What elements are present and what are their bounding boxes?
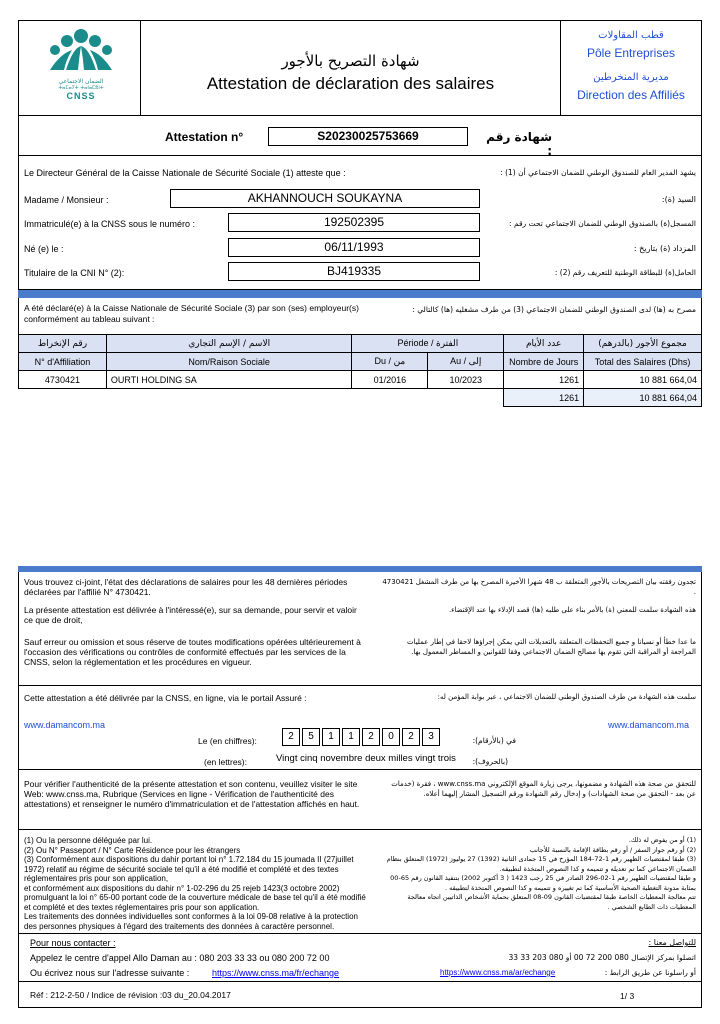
- th-name-fr: Nom/Raison Sociale: [106, 353, 352, 371]
- date-digit: 5: [302, 728, 320, 746]
- footer-page: 1/ 3: [620, 991, 635, 1001]
- identity-intro-ar: يشهد المدير العام للصندوق الوطني للضمان الاجتماعي أن (1) :: [500, 168, 696, 177]
- contact-link-fr[interactable]: https://www.cnss.ma/fr/echange: [212, 968, 340, 978]
- logo-text-ar: الضمان الاجتماعي: [58, 78, 104, 85]
- cell-au: 10/2023: [428, 371, 504, 389]
- identity-intro-fr: Le Directeur Général de la Caisse Nationale de Sécurité Sociale (1) atteste que :: [24, 168, 346, 178]
- cell-total: 10 881 664,04: [584, 371, 702, 389]
- attestation-label-ar: شهادة رقم :: [486, 130, 552, 158]
- birth-label-fr: Né (e) le :: [24, 244, 64, 254]
- birth-field: 06/11/1993: [228, 238, 480, 257]
- cell-affil: 4730421: [19, 371, 107, 389]
- verify-text-ar: للتحقق من صحة هذه الشهادة و مضمونها، يرجى زيارة الموقع الإلكتروني www.cnss.ma ، فقرة (خدمات عن بعد - التحقق من صحة الشهادات) و إدخال رقم الشهادة ورقم التسجيل المشار إليهما أعلاه.: [391, 780, 696, 798]
- total-days: 1261: [504, 389, 584, 407]
- note3-ar: ما عدا خطأ أو نسيانا و جميع التحفظات المتعلقة بالتعديلات التي يمكن إجراؤها لاحقا في إطار عمليات المراجعة أو المراقبة التي تقوم بها مصالح الضمان الاجتماعي وفقا للقوانين و المساطر المعمول بها.: [406, 638, 696, 656]
- contact-call-fr: Appelez le centre d'appel Allo Daman au : 080 203 33 33 ou 080 200 72 00: [30, 953, 330, 963]
- table-row: [19, 371, 702, 389]
- table-total-row: [19, 389, 702, 407]
- legal-fr-2: (2) Ou N° Passeport / N° Carte Résidence pour les étrangers: [24, 845, 241, 855]
- date-digit: 0: [382, 728, 400, 746]
- delivery-text-ar: سلمت هذه الشهادة من طرف الصندوق الوطني للضمان الاجتماعي ، عبر بوابة المؤمن له:: [437, 693, 696, 701]
- name-field: AKHANNOUCH SOUKAYNA: [170, 189, 480, 208]
- cell-name: OURTI HOLDING SA: [106, 371, 352, 389]
- cell-du: 01/2016: [352, 371, 428, 389]
- date-digit: 3: [422, 728, 440, 746]
- contact-write-fr: Ou écrivez nous sur l'adresse suivante :: [30, 968, 190, 978]
- date-digit: 2: [402, 728, 420, 746]
- legal-ar-5: تتم معالجة المعطيات الخاصة طبقا لمقتضيات القانون 09-08 المتعلق بحماية الأشخاص الذاتيين اتجاه معالجة المعطيات ذات الطابع الشخصي .: [407, 893, 696, 911]
- employer-table: [18, 334, 702, 407]
- note2-fr: La présente attestation est délivrée à l'intéressé(e), sur sa demande, pour servir et valoir ce que de droit,: [24, 605, 357, 625]
- legal-ar-1: (1) أو من يفوض له ذلك.: [628, 836, 696, 844]
- legal-ar-4: و طبقا لمقتضيات الظهير رقم 1-02-296 الصادر في 25 رجب 1423 ( 3 أكتوبر 2002) بتنفيذ القانون رقم 65-00 بمثابة مدونة التغطية الصحية الأساسية كما تم تغييره و تتميمه و كذا النصوص المتخذة لتطبيقه .: [390, 874, 696, 892]
- th-name-ar: الاسم / الإسم التجاري: [106, 335, 352, 353]
- legal-fr-1: (1) Ou la personne déléguée par lui.: [24, 836, 153, 845]
- legal-fr-3: (3) Conformément aux dispositions du dahir portant loi n° 1.72.184 du 15 joumada II (27juillet 1972) relatif au régime de sécurité sociale tel qu'il a été modifié et complété et des textes réglementaires pris pour son application,: [24, 855, 354, 883]
- th-days-fr: Nombre de Jours: [504, 353, 584, 371]
- site-link-right[interactable]: www.damancom.ma: [608, 720, 690, 730]
- name-label-fr: Madame / Monsieur :: [24, 195, 109, 205]
- note2-ar: هذه الشهادة سلمت للمعني (ة) بالأمر بناء على طلبه (ها) قصد الإدلاء بها عند الإقتضاء.: [448, 606, 696, 614]
- legal-fr-4: et conformément aux dispositions du dahir n° 1-02-296 du 25 rejeb 1423(3 octobre 2002) promulguant la loi n° 65-00 portant code de la couverture médicale de base tel qu'il a été modifié et complété et des textes réglementaires pris pour son application.: [24, 883, 366, 912]
- immat-label-ar: المسجل(ة) بالصندوق الوطني للضمان الاجتماعي تحت رقم :: [509, 219, 696, 228]
- legal-ar-3: (3) طبقا لمقتضيات الظهير رقم 1-72-184 المؤرخ في 15 جمادى الثانية (1392) 27 يوليوز (1972) المتعلق بنظام الضمان الاجتماعي كما تم تعديله و تتميمه و كذا النصوص المتخذة لتطبيقه.: [386, 855, 696, 873]
- table-header-row-fr: [19, 353, 702, 371]
- date-digit: 1: [342, 728, 360, 746]
- th-affil-fr: N° d'Affiliation: [19, 353, 107, 371]
- date-digit: 1: [322, 728, 340, 746]
- note3-fr: Sauf erreur ou omission et sous réserve de toutes modifications opérées ultérieurement à l'occasion des vérifications ou contrôles de conformité effectués par les services de la CNSS, selon la réglementation et les procédures en vigueur.: [24, 637, 361, 667]
- title-ar: شهادة التصريح بالأجور: [281, 52, 420, 70]
- note1-fr: Vous trouvez ci-joint, l'état des déclarations de salaires pour les 48 dernières périodes déclarées par l'affilié N° 4730421.: [24, 577, 348, 597]
- date-digit: 2: [282, 728, 300, 746]
- birth-label-ar: المزداد (ة) بتاريخ :: [633, 244, 696, 253]
- logo-text-tifinagh: ⵜⴰⵎⴰⵢⵜ ⵜⴰⵏⴰⵎⵓⵏⵜ: [58, 85, 104, 91]
- legal-ar: [380, 836, 696, 912]
- contact-title-fr: Pour nous contacter :: [30, 938, 116, 948]
- declared-text-ar: مصرح به (ها) لدى الصندوق الوطني للضمان الاجتماعي (3) من طرف مشغليه (ها) كالتالي :: [412, 305, 696, 314]
- th-total-ar: مجموع الأجور (بالدرهم): [584, 335, 702, 353]
- date-letters: Vingt cinq novembre deux milles vingt trois: [276, 753, 456, 764]
- pole-fr: Pôle Entreprises: [586, 46, 676, 60]
- contact-write-ar: أو راسلونا عن طريق الرابط :: [604, 968, 696, 977]
- th-period: Période / الفترة: [352, 335, 504, 353]
- title-fr: Attestation de déclaration des salaires: [206, 74, 495, 93]
- footer-ref: Réf : 212-2-50 / Indice de révision :03 du_20.04.2017: [30, 990, 231, 1000]
- table-header-row-ar: [19, 335, 702, 353]
- date-label-fr: Le (en chiffres):: [198, 736, 257, 746]
- letters-label-ar: (بالحروف):: [472, 757, 508, 766]
- legal-fr: [24, 836, 366, 931]
- th-total-fr: Total des Salaires (Dhs): [584, 353, 702, 371]
- date-label-ar: في (بالأرقام):: [472, 736, 516, 745]
- cnss-logo: [40, 26, 122, 112]
- verify-text-fr: Pour vérifier l'authenticité de la présente attestation et son contenu, veuillez visiter le site Web: www.cnss.ma, Rubrique (Services en ligne - Vérification de l'authenticité des attestations) et renseigner le numéro d'immatriculation et de l'attestation affichés en haut.: [24, 779, 360, 809]
- dir-fr: Direction des Affiliés: [577, 88, 685, 102]
- th-affil-ar: رقم الإنخراط: [19, 335, 107, 353]
- letters-label-fr: (en lettres):: [204, 757, 247, 767]
- total-spacer: [19, 389, 504, 407]
- date-digit: 2: [362, 728, 380, 746]
- th-au: Au / إلى: [428, 353, 504, 371]
- cni-label-ar: الحامل(ة) للبطاقة الوطنية للتعريف رقم (2) :: [554, 268, 696, 277]
- th-du: Du / من: [352, 353, 428, 371]
- dir-ar: مديرية المنخرطين: [593, 72, 669, 83]
- declared-text-fr: A été déclaré(e) à la Caisse Nationale de Sécurité Sociale (3) par son (ses) employeur(s) conformément au tableau suivant :: [24, 303, 359, 324]
- th-days-ar: عدد الأيام: [504, 335, 584, 353]
- legal-fr-5: Les traitements des données individuelles sont conformes à la loi 09-08 relative à la protection des personnes physiques à l'égard des traitements des données à caractère personnel.: [24, 912, 358, 931]
- attestation-number: S20230025753669: [268, 127, 468, 146]
- site-link-left[interactable]: www.damancom.ma: [24, 720, 106, 730]
- contact-title-ar: للتواصل معنا :: [648, 938, 696, 947]
- note1-ar: تجدون رفقته بيان التصريحات بالأجور المتعلقة ب 48 شهرا الأخيرة المصرح بها من طرف المشغل 4730421 .: [382, 578, 696, 596]
- cni-label-fr: Titulaire de la CNI N° (2):: [24, 268, 125, 278]
- attestation-label-fr: Attestation n°: [165, 130, 244, 144]
- date-digits: [282, 728, 442, 746]
- contact-link-ar[interactable]: https://www.cnss.ma/ar/echange: [440, 968, 556, 977]
- cell-days: 1261: [504, 371, 584, 389]
- legal-ar-2: (2) أو رقم جواز السفر / أو رقم بطاقة الإقامة بالنسبة للأجانب: [529, 845, 696, 854]
- name-label-ar: السيد (ة):: [661, 195, 696, 204]
- contact-call-ar: اتصلوا بمركز الإتصال 080 200 72 00 أو 080 203 33 33: [508, 953, 696, 962]
- total-salaries: 10 881 664,04: [584, 389, 702, 407]
- pole-ar: قطب المقاولات: [598, 30, 664, 41]
- cnss-logo-icon: [40, 26, 122, 76]
- logo-text-cnss: CNSS: [66, 91, 96, 101]
- immat-label-fr: Immatriculé(e) à la CNSS sous le numéro :: [24, 219, 196, 229]
- immat-field: 192502395: [228, 213, 480, 232]
- cni-field: BJ419335: [228, 262, 480, 281]
- delivery-text-fr: Cette attestation a été délivrée par la CNSS, en ligne, via le portail Assuré :: [24, 693, 307, 703]
- section-band-1: [18, 290, 702, 298]
